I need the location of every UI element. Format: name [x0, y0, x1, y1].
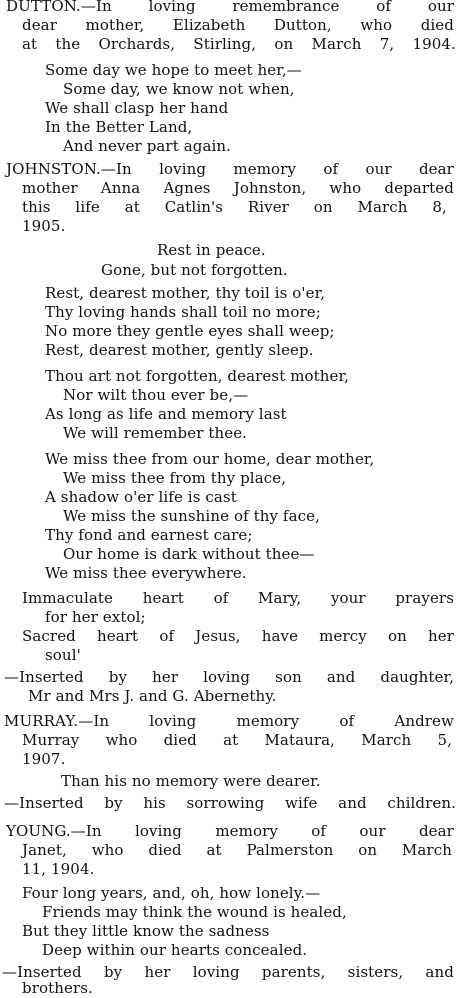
- word: daughter,: [380, 668, 454, 686]
- verse-line: Gone, but not forgotten.: [101, 261, 288, 279]
- notice-heading-line: [4, 712, 454, 731]
- verse-line: Rest, dearest mother, thy toil is o'er,: [45, 284, 326, 302]
- verse-line: In the Better Land,: [45, 118, 193, 136]
- word: Palmerston: [246, 841, 334, 859]
- word: —Inserted: [2, 963, 82, 981]
- verse-line: And never part again.: [63, 137, 232, 155]
- word: JOHNSTON.—In: [6, 160, 132, 178]
- prayer-line: soul': [45, 646, 81, 664]
- notice-body-line: [22, 179, 454, 198]
- word: of: [323, 160, 339, 178]
- verse-line: Our home is dark without thee—: [63, 545, 315, 563]
- word: Agnes: [163, 179, 211, 197]
- word: memory: [215, 822, 278, 840]
- verse-line: Friends may think the wound is healed,: [42, 903, 347, 921]
- word: at: [206, 841, 222, 859]
- word: children.: [387, 794, 456, 812]
- word: River: [247, 198, 289, 216]
- word: of: [339, 712, 355, 730]
- inserted-by-line: brothers.: [22, 979, 93, 997]
- word: mercy: [319, 627, 367, 645]
- word: Sacred: [22, 627, 76, 645]
- verse-line: No more they gentle eyes shall weep;: [45, 322, 335, 340]
- word: Jesus,: [195, 627, 241, 645]
- word: Janet,: [22, 841, 67, 859]
- word: who: [329, 179, 362, 197]
- word: memory: [236, 712, 300, 730]
- verse-line: We miss thee from our home, dear mother,: [45, 450, 375, 468]
- word: who: [360, 16, 393, 34]
- word: YOUNG.—In: [6, 822, 102, 840]
- word: —Inserted: [4, 668, 84, 686]
- word: son: [275, 668, 302, 686]
- word: at: [124, 198, 140, 216]
- verse-line: We miss thee from thy place,: [63, 469, 287, 487]
- notice-body-line: 1905.: [22, 217, 66, 235]
- word: heart: [142, 589, 184, 607]
- verse-line: We miss thee everywhere.: [45, 564, 247, 582]
- word: Johnston,: [233, 179, 307, 197]
- notice-heading-line: [6, 0, 454, 16]
- verse-line: Some day, we know not when,: [63, 80, 295, 98]
- word: Dutton,: [273, 16, 332, 34]
- word: remembrance: [232, 0, 340, 15]
- word: his: [143, 794, 166, 812]
- word: life: [75, 198, 100, 216]
- word: loving: [159, 160, 207, 178]
- notice-body-line: 11, 1904.: [22, 860, 95, 878]
- prayer-line: [22, 627, 454, 646]
- verse-line: Nor wilt thou ever be,—: [63, 386, 249, 404]
- word: on: [387, 627, 407, 645]
- word: by: [104, 794, 123, 812]
- word: MURRAY.—In: [4, 712, 110, 730]
- word: loving: [148, 0, 196, 15]
- word: Mary,: [258, 589, 302, 607]
- word: 5,: [437, 731, 452, 749]
- word: Stirling,: [193, 35, 257, 53]
- word: of: [311, 822, 327, 840]
- word: who: [105, 731, 138, 749]
- word: this: [22, 198, 51, 216]
- verse-line: Thou art not forgotten, dearest mother,: [45, 367, 350, 385]
- verse-line: Than his no memory were dearer.: [61, 772, 321, 790]
- verse-line: As long as life and memory last: [45, 405, 287, 423]
- word: died: [163, 731, 197, 749]
- word: 1904.: [412, 35, 456, 53]
- word: wife: [285, 794, 318, 812]
- word: —Inserted: [4, 794, 84, 812]
- word: DUTTON.—In: [6, 0, 112, 15]
- word: her: [152, 668, 179, 686]
- notice-body-line: [22, 16, 454, 35]
- word: dear: [418, 160, 454, 178]
- word: her: [427, 627, 454, 645]
- notice-body-line: [22, 35, 456, 54]
- word: of: [213, 589, 229, 607]
- word: Mataura,: [264, 731, 336, 749]
- word: 7,: [379, 35, 395, 53]
- prayer-line: [22, 589, 454, 608]
- word: departed: [384, 179, 454, 197]
- notice-body-line: [22, 731, 452, 750]
- word: sisters,: [347, 963, 404, 981]
- verse-line: Deep within our hearts concealed.: [42, 941, 308, 959]
- verse-line: We will remember thee.: [63, 424, 248, 442]
- verse-line: Some day we hope to meet her,—: [45, 61, 302, 79]
- notice-body-line: [22, 198, 447, 217]
- word: loving: [203, 668, 251, 686]
- verse-line: We miss the sunshine of thy face,: [63, 507, 320, 525]
- word: dear: [418, 822, 454, 840]
- word: heart: [97, 627, 139, 645]
- word: on: [274, 35, 294, 53]
- notice-body-line: [22, 841, 452, 860]
- inserted-by-line: [4, 668, 454, 687]
- word: parents,: [261, 963, 326, 981]
- word: have: [261, 627, 299, 645]
- verse-line: Four long years, and, oh, how lonely.—: [22, 884, 321, 902]
- inserted-by-line: Mr and Mrs J. and G. Abernethy.: [28, 687, 277, 705]
- word: who: [91, 841, 124, 859]
- verse-line: Rest, dearest mother, gently sleep.: [45, 341, 314, 359]
- verse-line: But they little know the sadness: [22, 922, 270, 940]
- word: memory: [233, 160, 297, 178]
- word: loving: [135, 822, 182, 840]
- word: March: [357, 198, 408, 216]
- verse-line: A shadow o'er life is cast: [45, 488, 237, 506]
- word: the: [55, 35, 81, 53]
- verse-line: Thy loving hands shall toil no more;: [45, 303, 321, 321]
- word: 8,: [432, 198, 447, 216]
- inserted-by-line: [4, 794, 456, 813]
- word: mother: [22, 179, 78, 197]
- verse-line: We shall clasp her hand: [45, 99, 229, 117]
- word: loving: [149, 712, 197, 730]
- word: and: [326, 668, 356, 686]
- word: sorrowing: [186, 794, 265, 812]
- word: of: [376, 0, 392, 15]
- word: by: [103, 963, 123, 981]
- word: died: [148, 841, 182, 859]
- word: Catlin's: [164, 198, 224, 216]
- word: on: [313, 198, 333, 216]
- word: Elizabeth: [172, 16, 246, 34]
- word: your: [330, 589, 366, 607]
- word: her: [144, 963, 171, 981]
- notice-heading-line: [6, 822, 454, 841]
- word: died: [420, 16, 454, 34]
- word: our: [365, 160, 392, 178]
- verse-line: Thy fond and earnest care;: [45, 526, 253, 544]
- word: Immaculate: [22, 589, 114, 607]
- word: of: [159, 627, 175, 645]
- word: at: [22, 35, 38, 53]
- word: mother,: [85, 16, 145, 34]
- word: by: [108, 668, 128, 686]
- word: March: [401, 841, 452, 859]
- word: Murray: [22, 731, 80, 749]
- word: Orchards,: [98, 35, 176, 53]
- word: prayers: [395, 589, 454, 607]
- word: March: [311, 35, 362, 53]
- verse-line: Rest in peace.: [157, 241, 266, 259]
- word: our: [359, 822, 386, 840]
- word: Andrew: [394, 712, 454, 730]
- word: March: [361, 731, 412, 749]
- prayer-line: for her extol;: [45, 608, 146, 626]
- word: and: [338, 794, 367, 812]
- word: at: [223, 731, 239, 749]
- word: and: [425, 963, 454, 981]
- word: our: [427, 0, 454, 15]
- word: on: [358, 841, 378, 859]
- word: dear: [22, 16, 57, 34]
- notice-body-line: 1907.: [22, 750, 66, 768]
- word: loving: [192, 963, 240, 981]
- notice-heading-line: [6, 160, 454, 179]
- word: Anna: [100, 179, 141, 197]
